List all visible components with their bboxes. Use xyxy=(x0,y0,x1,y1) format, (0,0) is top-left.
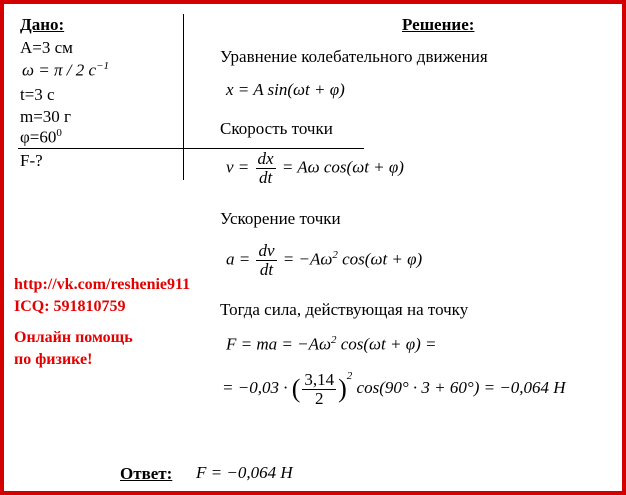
promo-link[interactable]: http://vk.com/reshenie911 xyxy=(14,276,191,293)
answer-label: Ответ: xyxy=(120,464,173,483)
velocity-label: Скорость точки xyxy=(220,119,333,138)
calc-formula xyxy=(222,370,566,408)
force-formula xyxy=(226,334,437,355)
calc-square: 2 xyxy=(346,370,353,382)
solution-header: Решение: xyxy=(402,15,475,34)
given-omega-exp: −1 xyxy=(96,60,109,72)
given-omega-text: ω = π / 2 c xyxy=(22,60,97,80)
given-time: t=3 с xyxy=(20,85,55,104)
velocity-num: dx xyxy=(257,149,274,168)
given-omega xyxy=(22,60,109,81)
accel-den: dt xyxy=(259,260,274,279)
calc-part-2: cos(90° · 3 + 60°) = −0,064 H xyxy=(356,378,566,397)
promo-icq: ICQ: 591810759 xyxy=(14,298,126,315)
velocity-formula xyxy=(226,150,404,187)
accel-fraction xyxy=(256,242,276,279)
accel-formula xyxy=(226,242,422,279)
calc-den: 2 xyxy=(315,388,324,408)
calc-num: 3,14 xyxy=(304,369,335,389)
calc-rparen: ) xyxy=(338,374,347,404)
given-separator xyxy=(183,14,184,180)
force-eq-1: F = ma = −Aω xyxy=(226,334,331,354)
velocity-den: dt xyxy=(258,168,273,187)
eq-label: Уравнение колебательного движения xyxy=(220,47,488,66)
given-header: Дано: xyxy=(20,15,65,34)
given-mass: m=30 г xyxy=(20,107,72,126)
force-square: 2 xyxy=(330,334,337,346)
eq-formula: x = A sin(ωt + φ) xyxy=(226,80,345,99)
velocity-rhs: = Aω cos(ωt + φ) xyxy=(281,157,404,177)
calc-lparen: ( xyxy=(291,374,301,404)
accel-rhs-1: = −Aω xyxy=(282,249,333,269)
given-phase-text: φ=60 xyxy=(20,127,57,147)
calc-fraction xyxy=(302,371,336,408)
accel-lhs: a = xyxy=(226,249,251,269)
given-phase xyxy=(20,127,62,148)
answer-value: F = −0,064 H xyxy=(196,463,293,482)
given-phase-exp: 0 xyxy=(56,127,62,139)
accel-label: Ускорение точки xyxy=(220,209,341,228)
given-amplitude: A=3 см xyxy=(20,38,73,57)
promo-help-1: Онлайн помощь xyxy=(14,329,133,346)
accel-rhs-2: cos(ωt + φ) xyxy=(342,249,423,269)
accel-square: 2 xyxy=(332,248,338,261)
force-eq-2: cos(ωt + φ) = xyxy=(340,334,437,354)
calc-part-1: = −0,03 · xyxy=(222,378,288,397)
accel-num: dv xyxy=(258,241,275,260)
force-label: Тогда сила, действующая на точку xyxy=(220,300,469,319)
velocity-lhs: v = xyxy=(226,157,250,177)
velocity-fraction xyxy=(256,150,276,187)
given-divider xyxy=(18,148,364,149)
promo-help-2: по физике! xyxy=(14,351,93,368)
given-find: F-? xyxy=(20,151,43,170)
